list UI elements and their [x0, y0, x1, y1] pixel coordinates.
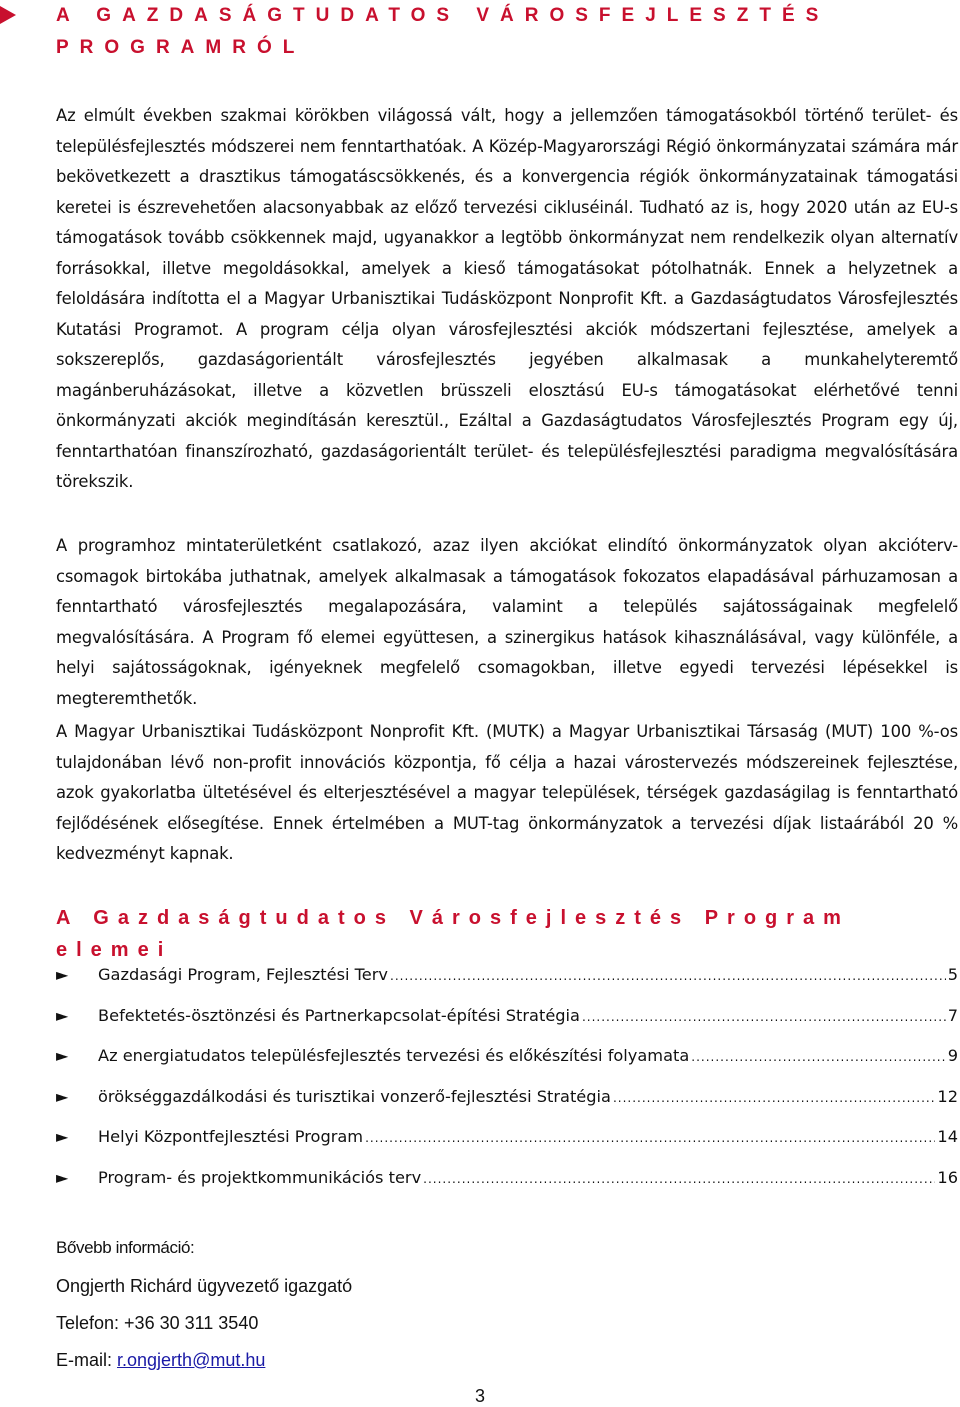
paragraph-participation: A programhoz mintaterületként csatlakozó, azaz ilyen akciókat elindító önkormányzatok olyan akcióterv-csomagok birtokába juthatnak, amelyek alkalmasak a támogatások fokozatos elapadásával párhuzamosan a fenntartható városfejlesztés megalapozására, valamint a település sajátosságainak megfelelő megvalósítására. A Program fő elemei együttesen, a szinergikus hatások kihasználásával, vagy különféle, a helyi sajátosságoknak, igényeknek megfelelő csomagokban, illetve egyedi tervezési lépésekkel is megteremthetők.: [56, 536, 958, 708]
paragraph-intro: Az elmúlt években szakmai körökben világossá vált, hogy a jellemzően támogatásokból történő terület- és településfejlesztés módszerei nem fenntarthatóak. A Közép-Magyarországi Régió önkormányzatai számára már bekövetkezett a drasztikus támogatáscsökkenés, és a konvergencia régiók önkormányzatainak támogatási keretei is észrevehetően alacsonyabbak az előző tervezési cikluséinál. Tudható az is, hogy 2020 után az EU-s támogatások tovább csökkennek majd, ugyanakkor a legtöbb önkormányzat nem rendelkezik olyan alternatív forrásokkal, illetve megoldásokkal, amelyek a kieső támogatásokat pótolhatnák. Ennek a helyzetnek a feloldására indította el a Magyar Urbanisztikai Tudásközpont Nonprofit Kft. a Gazdaságtudatos Városfejlesztés Kutatási Programot. A program célja olyan városfejlesztési akciók módszertani fejlesztése, amelyek a sokszereplős, gazdaságorientált városfejlesztés jegyében alkalmasak a munkahelyteremtő magánberuházásokat, illetve a közvetlen brüsszeli elosztású EU-s támogatásokat elérhetővé tenni önkormányzati akciók megindításán keresztül., Ezáltal a Gazdaságtudatos Városfejlesztés Program egy új, fenntarthatóan finanszírozható, gazdaságorientált terület- és településfejlesztési paradigma megvalósítására törekszik.: [56, 106, 958, 491]
contact-name: Ongjerth Richárd ügyvezető igazgató: [56, 1276, 353, 1296]
bullet-arrow-icon: ►: [56, 1167, 69, 1187]
paragraph-about-mutk: A Magyar Urbanisztikai Tudásközpont Nonprofit Kft. (MUTK) a Magyar Urbanisztikai Társaság (MUT) 100 %-os tulajdonában lévő non-profit innovációs központja, fő célja a hazai várostervezés módszereinek fejlesztése, azok gyakorlatba ültetésével és elterjesztésével a magyar települések, térségek gazdaságilag is fenntartható fejlődésének elősegítése. Ennek értelmében a MUT-tag önkormányzatok a tervezési díjak listaárából 20 % kedvezményt kapnak.: [56, 722, 958, 863]
contact-email: [56, 1350, 265, 1371]
dot-leader: [365, 1120, 935, 1156]
bullet-arrow-icon: ►: [56, 965, 69, 984]
list-item-page: 12: [937, 1086, 958, 1106]
more-info-heading: Bővebb információ:: [56, 1238, 195, 1257]
list-item[interactable]: [56, 1119, 958, 1160]
list-item[interactable]: [56, 1160, 958, 1201]
list-item[interactable]: [56, 1038, 958, 1079]
list-item-page: 9: [947, 1046, 958, 1065]
list-item-page: 7: [947, 1005, 958, 1025]
bullet-arrow-icon: ►: [56, 1005, 69, 1025]
bullet-arrow-icon: ►: [56, 1127, 69, 1146]
title-arrow-icon: [0, 6, 16, 24]
page-number: 3: [474, 1386, 485, 1406]
list-item-label: Program- és projektkommunikációs terv: [98, 1167, 422, 1187]
bullet-arrow-icon: ►: [56, 1046, 69, 1065]
program-elements-list: [56, 957, 958, 1200]
dot-leader: [613, 1080, 935, 1116]
list-item-page: 14: [937, 1127, 958, 1146]
bullet-arrow-icon: ►: [56, 1086, 69, 1106]
list-item-page: 16: [937, 1167, 958, 1187]
section-title: A Gazdaságtudatos Városfejlesztés Program elemei: [56, 907, 850, 961]
dot-leader: [582, 999, 946, 1035]
email-link[interactable]: r.ongjerth@mut.hu: [117, 1350, 266, 1370]
dot-leader: [691, 1039, 945, 1075]
list-item-label: Befektetés-ösztönzési és Partnerkapcsolat-építési Stratégia: [98, 1005, 580, 1025]
list-item-label: Az energiatudatos településfejlesztés tervezési és előkészítési folyamata: [98, 1046, 690, 1065]
list-item-label: Gazdasági Program, Fejlesztési Terv: [98, 965, 388, 984]
dot-leader: [390, 958, 946, 994]
page-title: A GAZDASÁGTUDATOS VÁROSFEJLESZTÉS PROGRAMRÓL: [56, 5, 830, 58]
contact-phone: Telefon: +36 30 311 3540: [56, 1313, 259, 1333]
email-prefix: E-mail:: [56, 1350, 118, 1370]
list-item-label: örökséggazdálkodási és turisztikai vonzerő-fejlesztési Stratégia: [98, 1086, 611, 1106]
list-item[interactable]: [56, 998, 958, 1039]
list-item-page: 5: [947, 965, 958, 984]
list-item-label: Helyi Központfejlesztési Program: [98, 1127, 364, 1146]
dot-leader: [423, 1161, 935, 1197]
list-item[interactable]: [56, 1079, 958, 1120]
list-item[interactable]: [56, 957, 958, 998]
